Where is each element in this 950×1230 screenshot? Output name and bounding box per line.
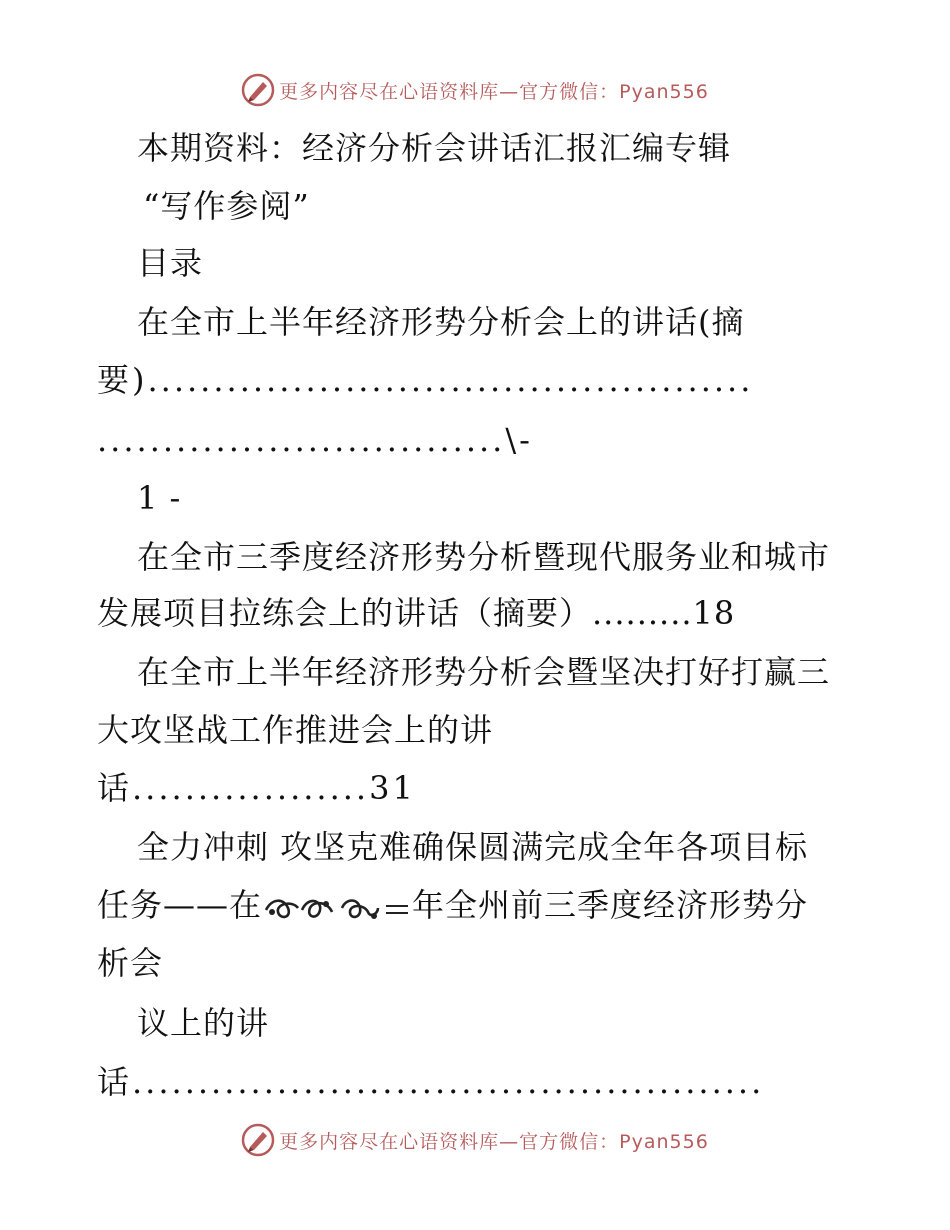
toc-entry-4-line-2-start: 任务——在 [97,886,263,924]
toc-entry-4-line-2-end: 年全州前三季度经济形势分 [412,886,809,924]
toc-entry-4-line-5: 话................................................ [97,1063,765,1101]
toc-entry-3-line-2: 大攻坚战工作推进会上的讲 [97,711,494,749]
pen-logo-icon [241,1123,275,1157]
toc-entry-1-line-3: ...............................\- [97,421,533,459]
pen-logo-icon [241,73,275,107]
toc-entry-2-line-1: 在全市三季度经济形势分析暨现代服务业和城市 [137,538,831,576]
toc-entry-4-line-3: 析会 [97,944,164,982]
watermark-text: 更多内容尽在心语资料库—官方微信：Pyan556 [279,1130,709,1153]
watermark-header [0,70,950,110]
toc-entry-1-line-1: 在全市上半年经济形势分析会上的讲话(摘 [137,303,745,341]
toc-entry-4-line-1: 全力冲刺 攻坚克难确保圆满完成全年各项目标 [137,828,809,866]
toc-entry-1-page: 1 - [137,479,182,517]
toc-entry-3-line-3: 话..................31 [97,769,416,807]
toc-entry-2-line-2: 发展项目拉练会上的讲话（摘要）.........18 [97,594,736,632]
garbled-glyph-ornament-icon [262,890,412,926]
watermark-text: 更多内容尽在心语资料库—官方微信：Pyan556 [279,80,709,103]
watermark-footer [0,1120,950,1160]
toc-entry-4-line-4: 议上的讲 [137,1004,270,1042]
toc-entry-3-line-1: 在全市上半年经济形势分析会暨坚决打好打赢三 [137,653,831,691]
header-line: 本期资料：经济分析会讲话汇报汇编专辑 [137,129,732,167]
toc-entry-4-line-2 [97,885,808,926]
toc-entry-1-line-2: 要).............................................. [97,361,754,399]
series-name: “写作参阅” [143,187,310,225]
toc-title: 目录 [137,244,204,282]
